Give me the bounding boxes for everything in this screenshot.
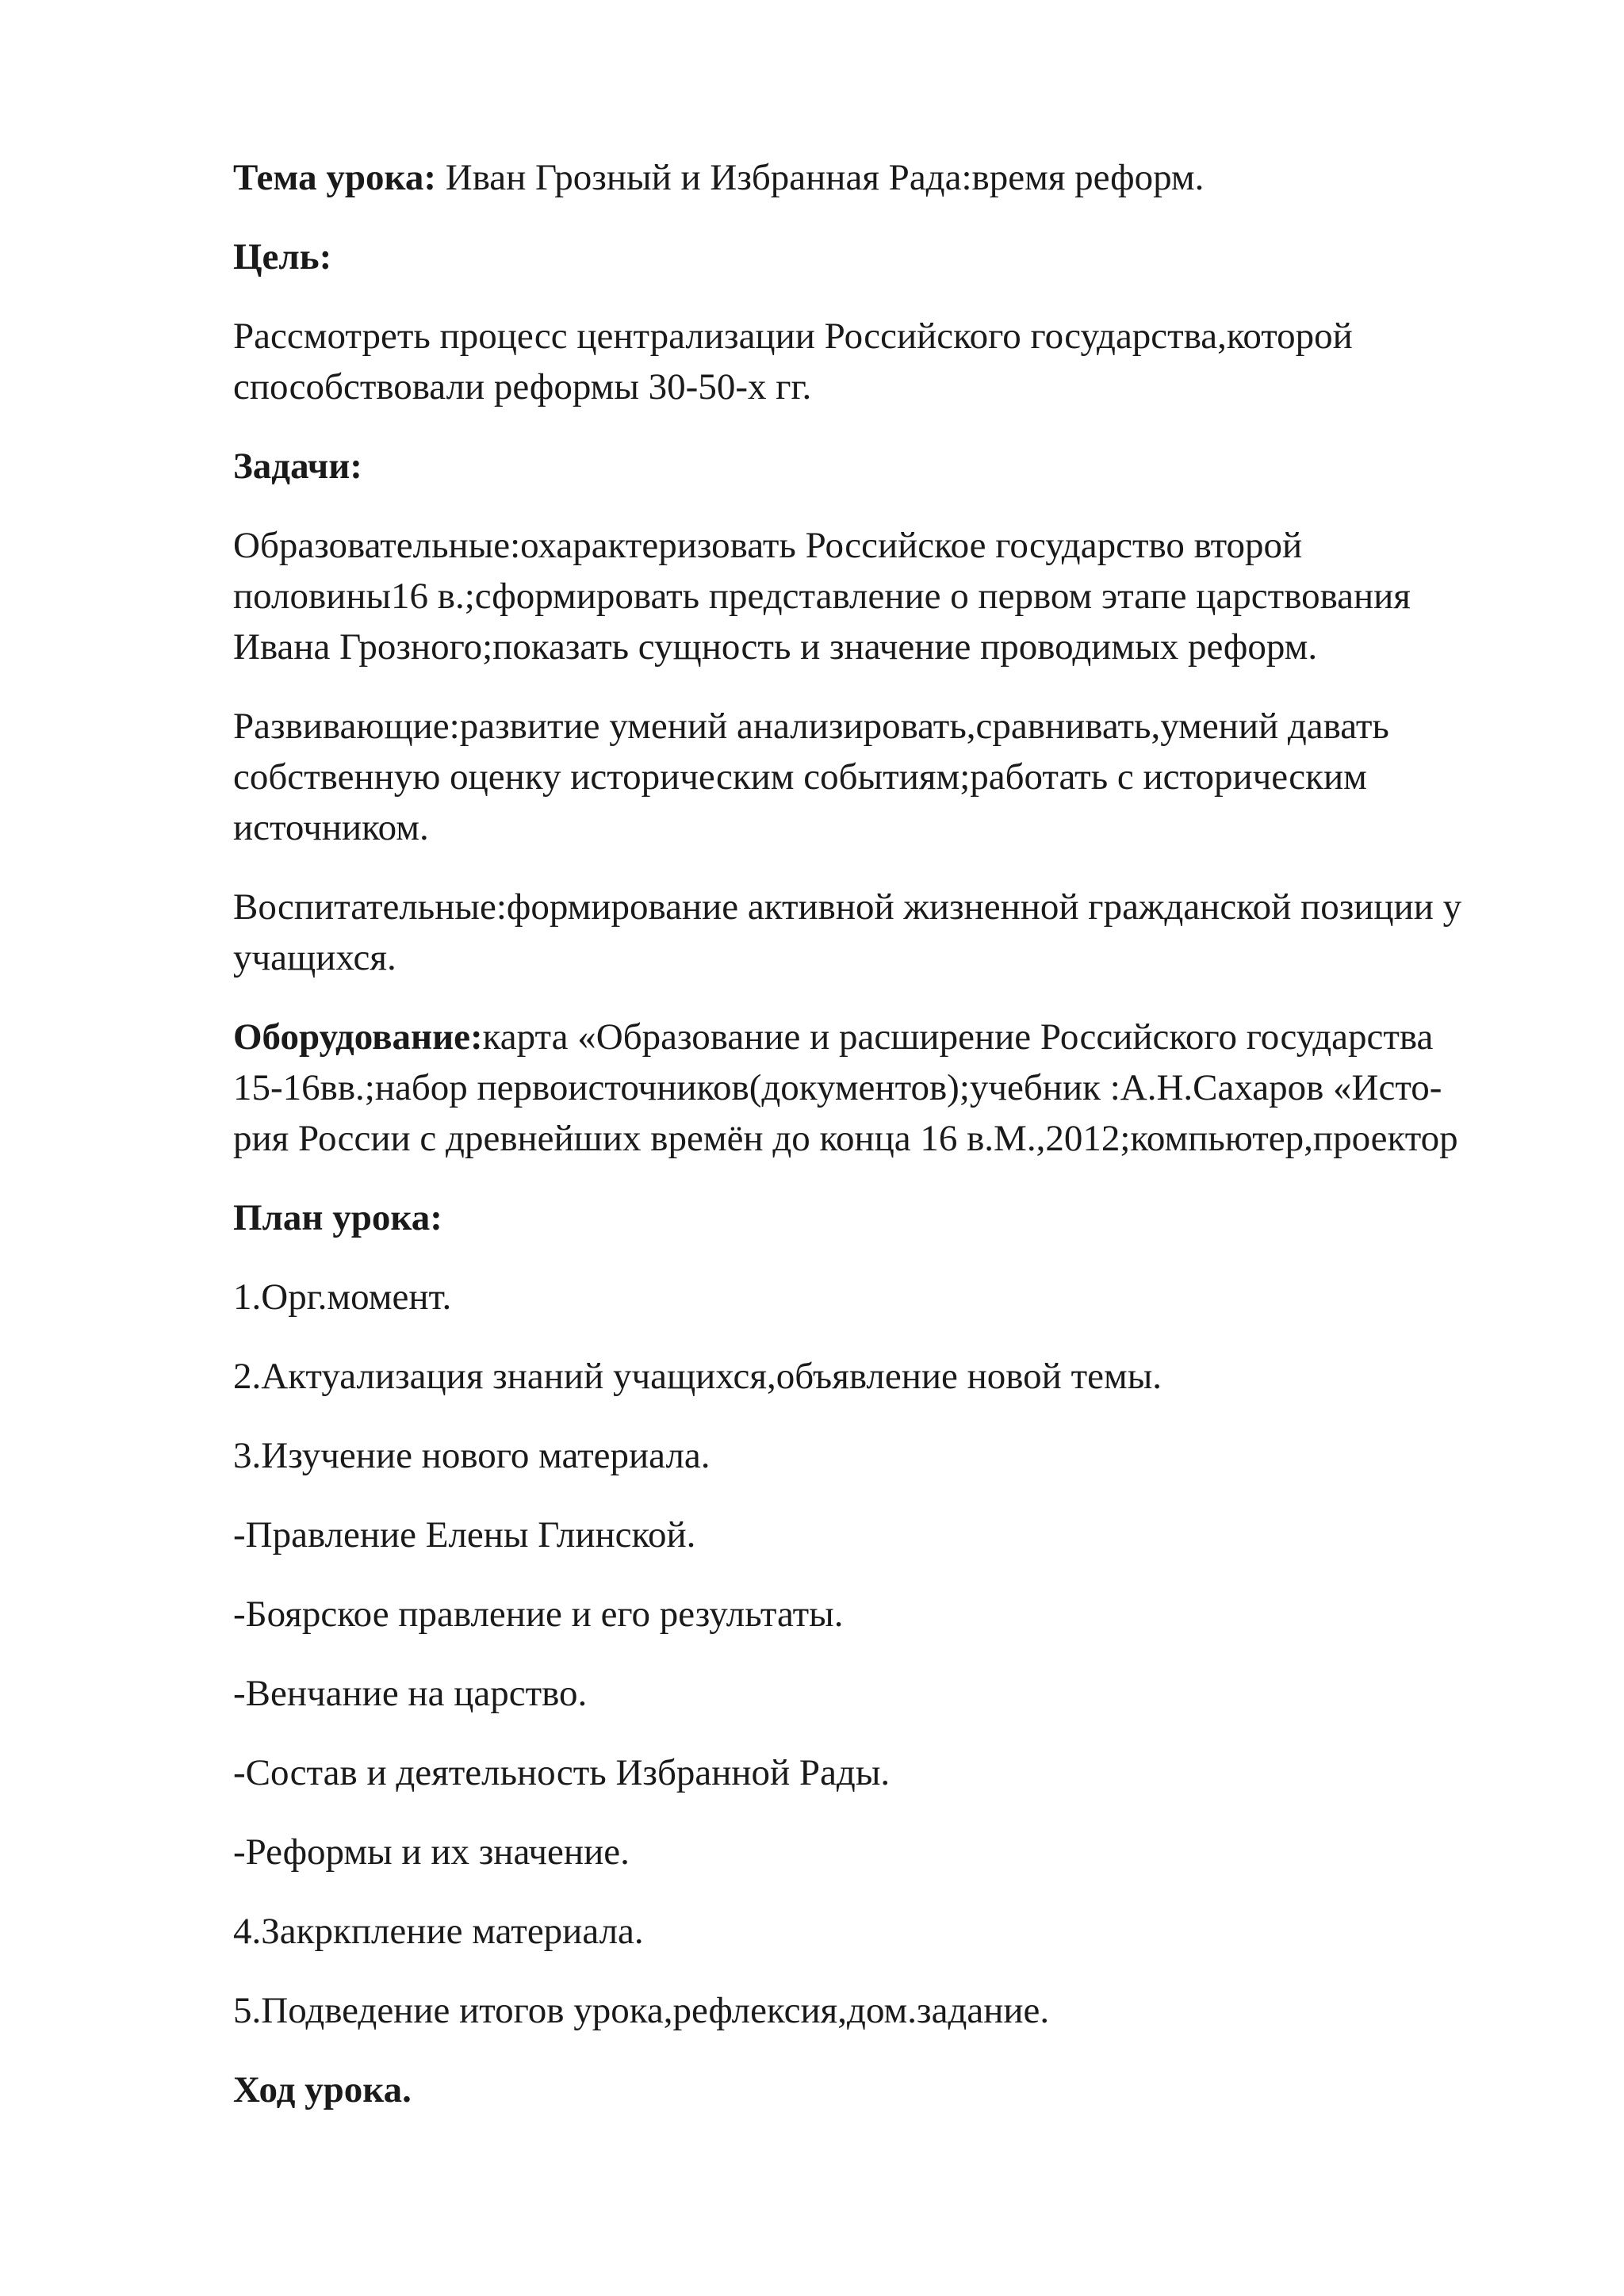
plan-item: 4.Закркпление материала. [233, 1911, 644, 1952]
developing-line: собственную оценку историческим событиям;работать с историческим [233, 756, 1367, 798]
equipment-first-line [233, 1012, 1534, 1062]
educational-line: Образовательные:охарактеризовать Российское государство второй [233, 525, 1303, 566]
plan-item: -Правление Елены Глинской. [233, 1514, 696, 1556]
upbringing-line: Воспитательные:формирование активной жизненной гражданской позиции у [233, 886, 1462, 928]
plan-list [233, 1272, 1534, 2036]
tasks-developing [233, 701, 1534, 853]
document-body [233, 152, 1534, 2144]
lesson-topic [233, 152, 1534, 203]
plan-item: -Состав и деятельность Избранной Рады. [233, 1752, 891, 1793]
lesson-progress-heading: Ход урока. [233, 2069, 412, 2110]
plan-heading: План урока: [233, 1197, 442, 1238]
topic-label: Тема урока: [233, 157, 437, 198]
plan-item: -Боярское правление и его результаты. [233, 1594, 844, 1635]
equipment-line: рия России с древнейших времён до конца 16 в.М.,2012;компьютер,проектор [233, 1118, 1458, 1159]
educational-line: Ивана Грозного;показать сущность и значение проводимых реформ. [233, 626, 1318, 668]
equipment [233, 1012, 1534, 1164]
goal-text [233, 311, 1534, 412]
upbringing-line: учащихся. [233, 937, 396, 978]
plan-item: 3.Изучение нового материала. [233, 1435, 710, 1476]
equipment-label: Оборудование: [233, 1016, 483, 1058]
educational-line: половины16 в.;сформировать представление о первом этапе царствования [233, 576, 1411, 617]
tasks-upbringing [233, 882, 1534, 983]
plan-item: 5.Подведение итогов урока,рефлексия,дом.задание. [233, 1990, 1050, 2031]
equipment-line: 15-16вв.;набор первоисточников(документов);учебник :А.Н.Сахаров «Исто- [233, 1067, 1442, 1108]
developing-line: источником. [233, 807, 429, 848]
goal-line: способствовали реформы 30-50-х гг. [233, 366, 812, 408]
goal-line: Рассмотреть процесс централизации Российского государства,которой [233, 316, 1353, 357]
developing-line: Развивающие:развитие умений анализировать,сравнивать,умений давать [233, 706, 1389, 747]
topic-text: Иван Грозный и Избранная Рада:время реформ. [436, 157, 1205, 198]
plan-item: -Реформы и их значение. [233, 1831, 630, 1873]
tasks-educational [233, 520, 1534, 672]
plan-item: -Венчание на царство. [233, 1673, 588, 1714]
tasks-heading: Задачи: [233, 446, 362, 487]
equipment-text: карта «Образование и расширение Российского государства [482, 1016, 1434, 1058]
goal-heading: Цель: [233, 236, 332, 277]
plan-item: 2.Актуализация знаний учащихся,объявление новой темы. [233, 1356, 1162, 1397]
plan-item: 1.Орг.момент. [233, 1276, 452, 1318]
